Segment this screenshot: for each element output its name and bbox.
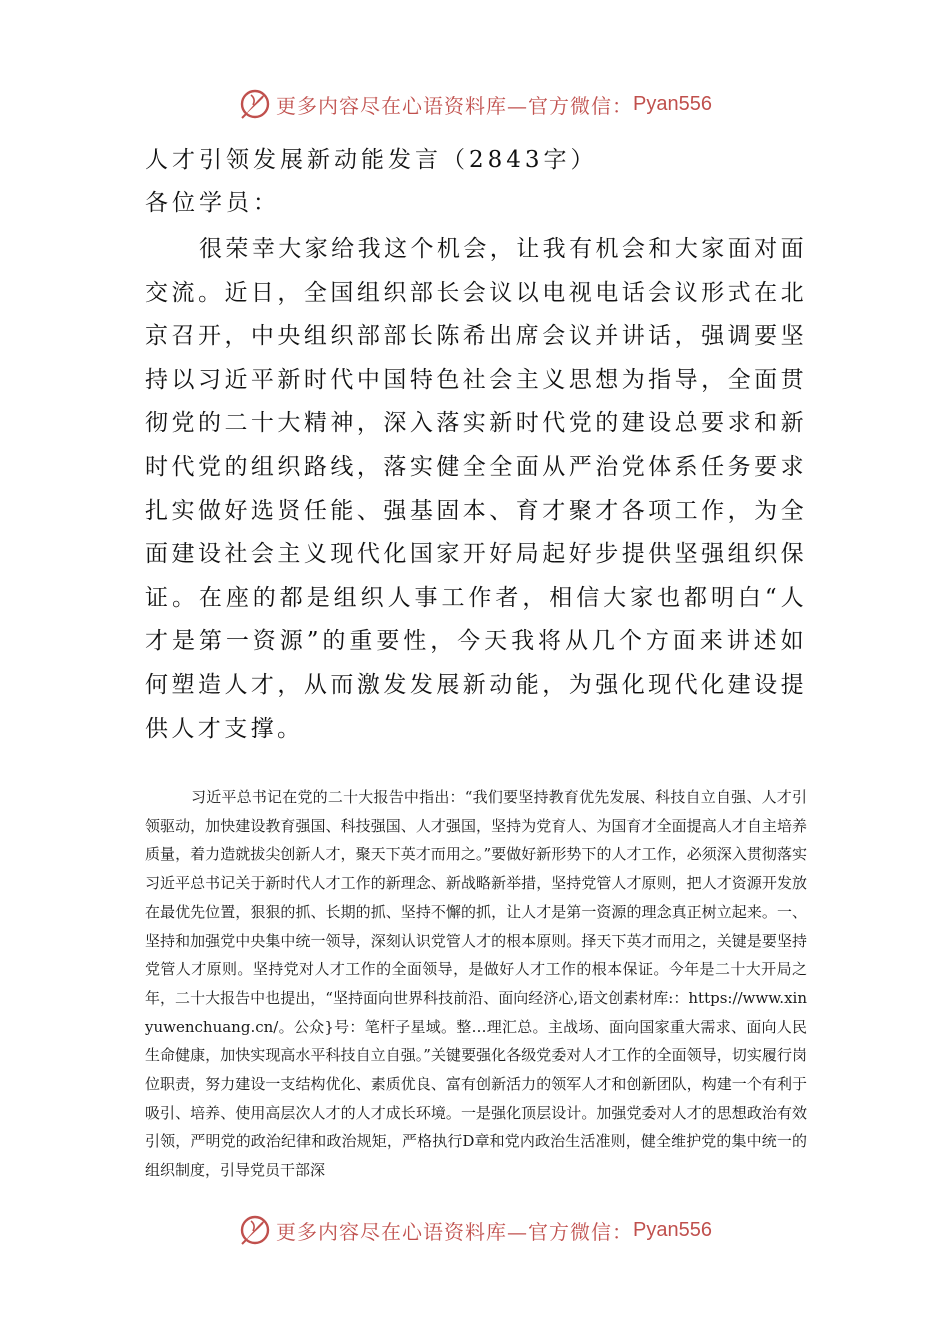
intro-paragraph: 很荣幸大家给我这个机会，让我有机会和大家面对面交流。近日，全国组织部长会议以电视电话会议形式在北京召开，中央组织部部长陈希出席会议并讲话，强调要坚持以习近平新时代中国特色社会主义思想为指导，全面贯彻党的二十大精神，深入落实新时代党的建设总要求和新时代党的组织路线，落实健全全面从严治党体系任务要求扎实做好选贤任能、强基固本、育才聚才各项工作，为全面建设社会主义现代化国家开好局起好步提供坚强组织保证。在座的都是组织人事工作者，相信大家也都明白“人才是第一资源”的重要性，今天我将从几个方面来讲述如何塑造人才，从而激发发展新动能，为强化现代化建设提供人才支撑。 — [145, 236, 807, 742]
salutation: 各位学员： — [145, 190, 280, 216]
footer-watermark-banner — [0, 1210, 950, 1250]
watermark-text: 更多内容尽在心语资料库—官方微信： — [276, 93, 634, 118]
watermark-text: 更多内容尽在心语资料库—官方微信： — [276, 1219, 634, 1244]
body-paragraph: 习近平总书记在党的二十大报告中指出：“我们要坚持教育优先发展、科技自立自强、人才引领驱动，加快建设教育强国、科技强国、人才强国，坚持为党育人、为国育才全面提高人才自主培养质量，着力造就拔尖创新人才，聚天下英才而用之。”要做好新形势下的人才工作，必须深入贯彻落实习近平总书记关于新时代人才工作的新理念、新战略新举措，坚持党管人才原则，把人才资源开发放在最优先位置，狠狠的抓、长期的抓、坚持不懈的抓，让人才是第一资源的理念真正树立起来。一、坚持和加强党中央集中统一领导，深刻认识党管人才的根本原则。择天下英才而用之，关键是要坚持党管人才原则。坚持党对人才工作的全面领导，是做好人才工作的根本保证。今年是二十大开局之年，二十大报告中也提出，“坚持面向世界科技前沿、面向经济心,语文创素材库:：https://www.xinyuwenchuang.cn/。公众}号：笔杆子星域。整…理汇总。主战场、面向国家重大需求、面向人民生命健康，加快实现高水平科技自立自强。”关键要强化各级党委对人才工作的全面领导，切实履行岗位职责，努力建设一支结构优化、素质优良、富有创新活力的领军人才和创新团队，构建一个有利于吸引、培养、使用高层次人才的人才成长环境。一是强化顶层设计。加强党委对人才的思想政治有效引领，严明党的政治纪律和政治规矩，严格执行D章和党内政治生活准则，健全维护党的集中统一的组织制度，引导党员干部深 — [145, 788, 807, 1180]
document-title: 人才引领发展新动能发言（2843字） — [145, 147, 598, 173]
watermark-wechat-handle: Pyan556 — [633, 92, 712, 115]
quill-pen-logo-icon — [238, 1213, 272, 1247]
header-watermark-banner — [0, 84, 950, 124]
watermark-wechat-handle: Pyan556 — [633, 1218, 712, 1241]
quill-pen-logo-icon — [238, 87, 272, 121]
